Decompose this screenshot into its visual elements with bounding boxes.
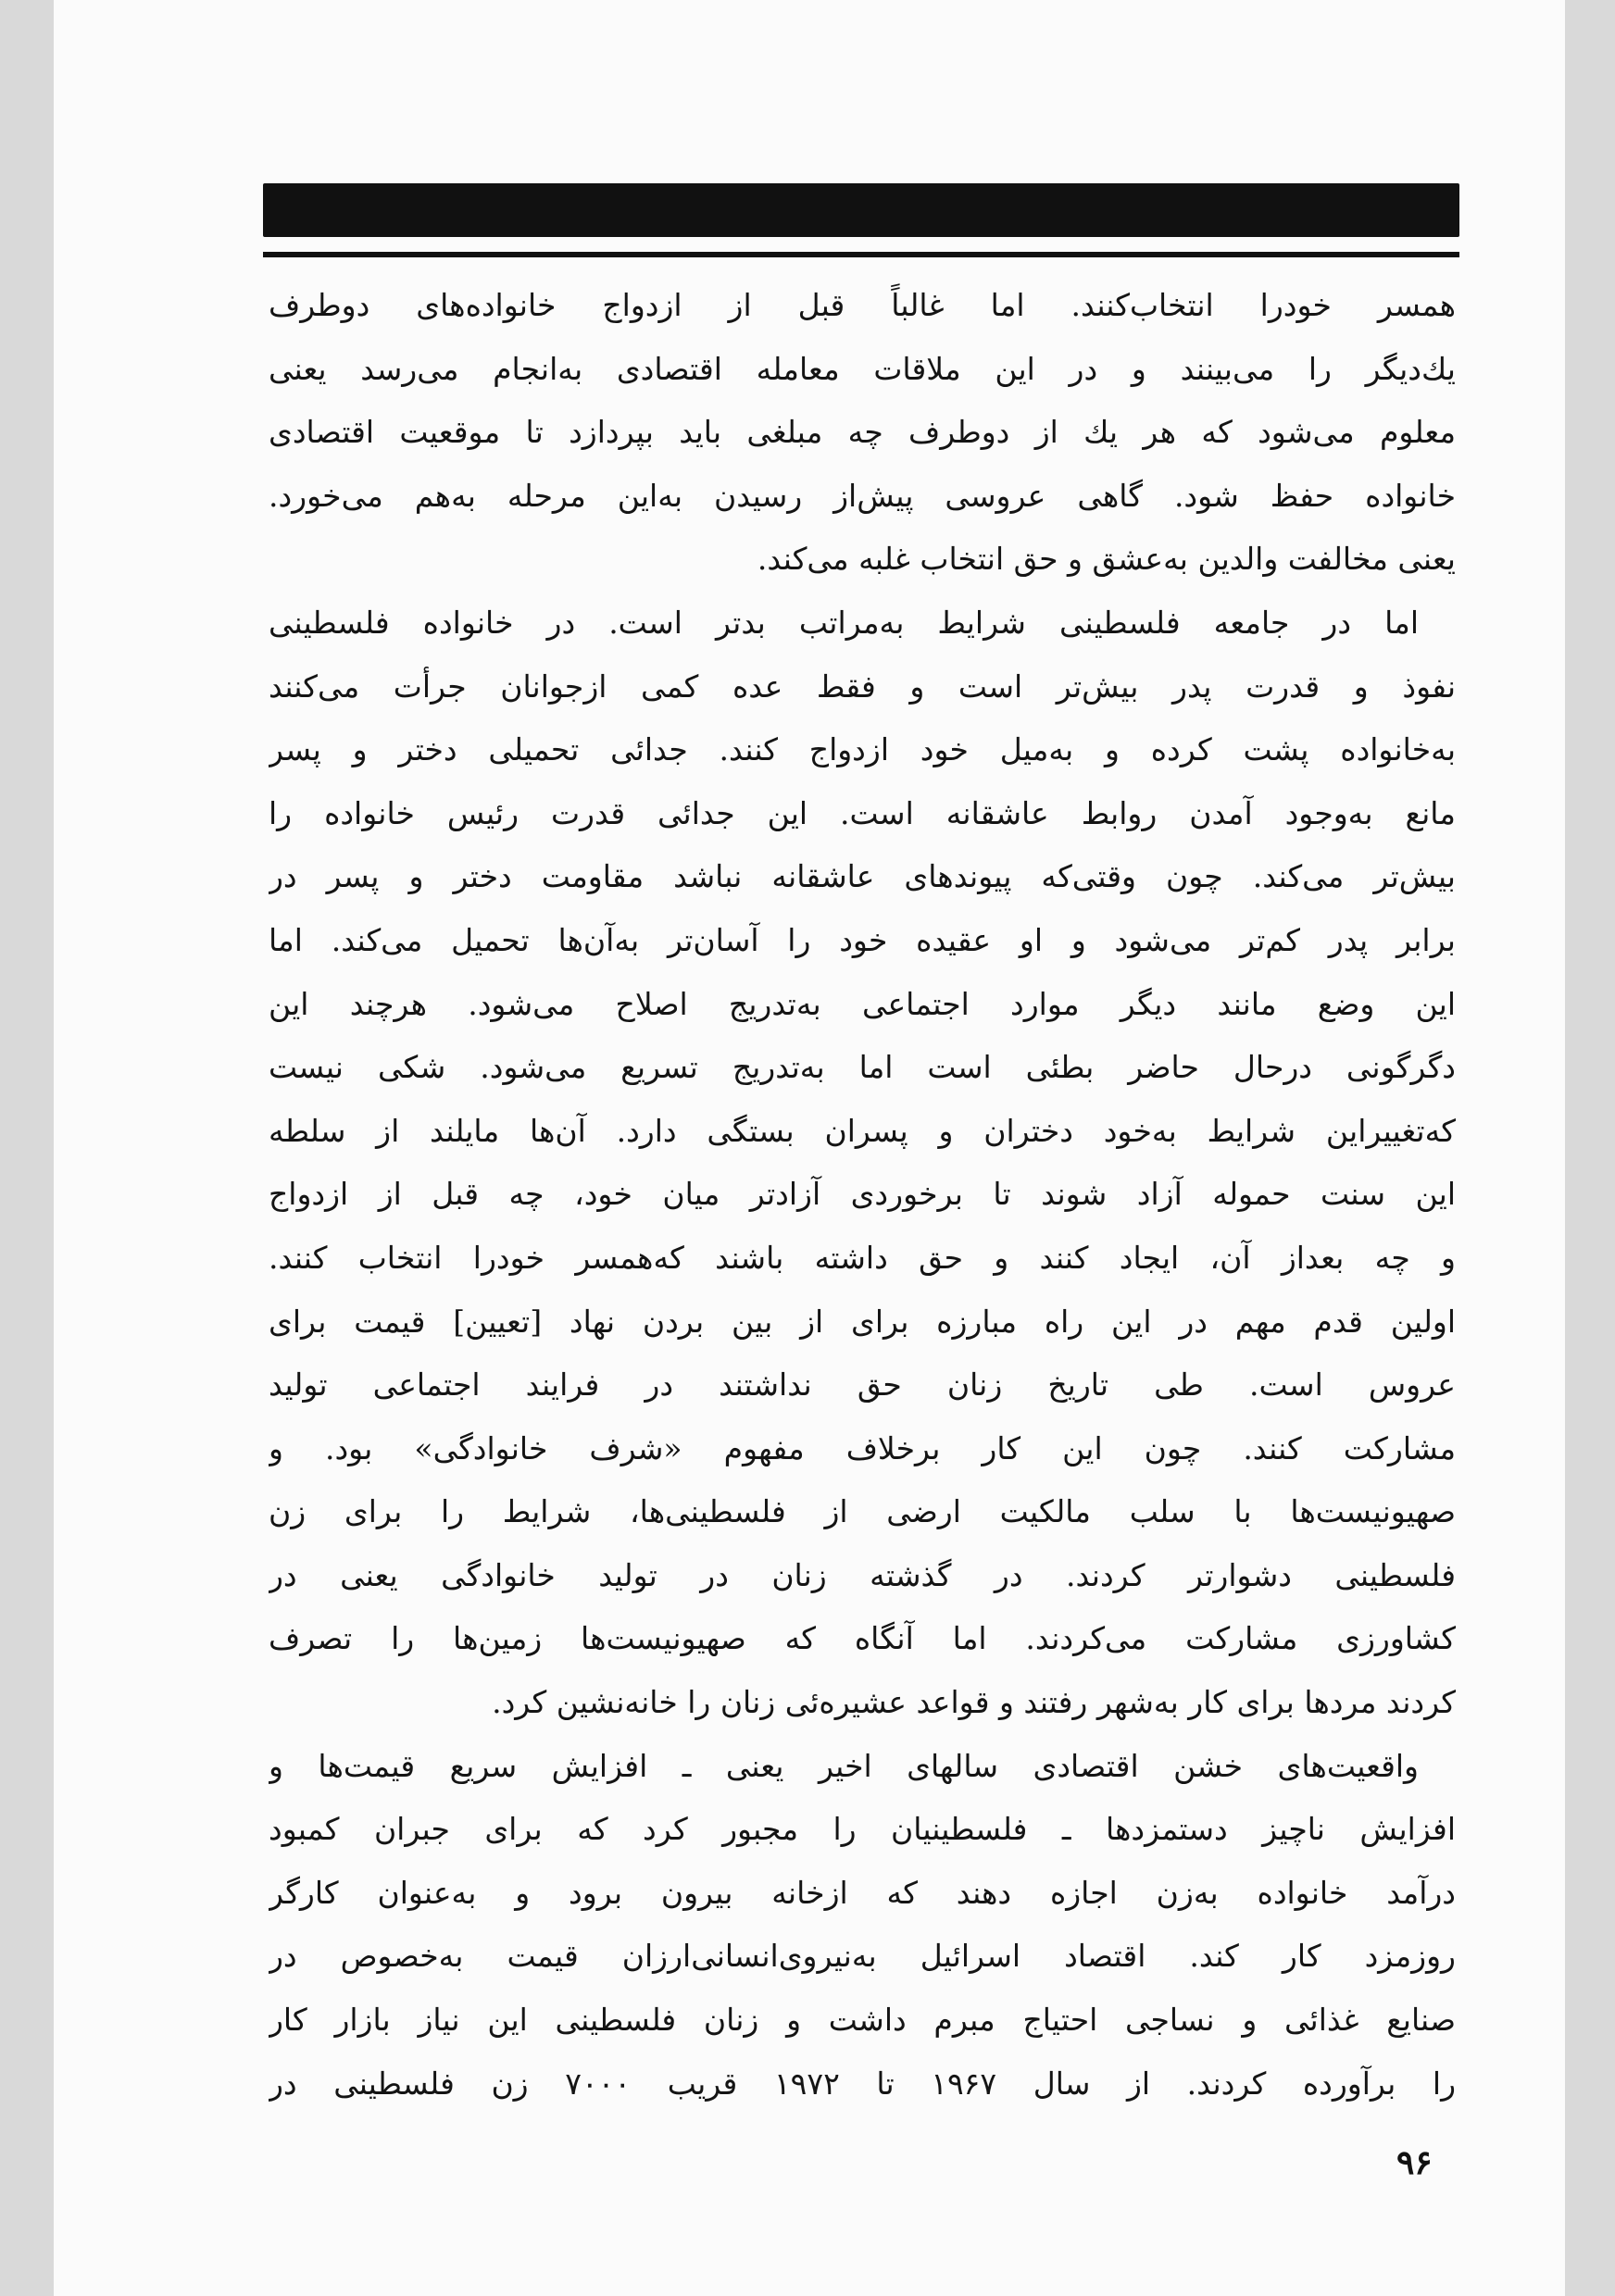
text-line: اولین قدم مهم در این راه مبارزه برای از بین بردن نهاد [تعیین] قیمت برای [269, 1303, 1456, 1340]
text-line: خانواده حفظ شود. گاهی عروسی پیش‌از رسیدن به‌این مرحله به‌هم می‌خورد. [269, 477, 1456, 514]
text-line: بیش‌تر می‌کند. چون وقتی‌که پیوندهای عاشقانه نباشد مقاومت دختر و پسر در [269, 858, 1456, 895]
text-line: مانع به‌وجود آمدن روابط عاشقانه است. این جدائی قدرت رئیس خانواده را [269, 794, 1456, 831]
text-line: کردند مردها برای کار به‌شهر رفتند و قواعد عشیره‌ئی زنان را خانه‌نشین کرد. [492, 1684, 1456, 1721]
text-line: را برآورده کردند. از سال ۱۹۶۷ تا ۱۹۷۲ قریب ۷۰۰۰ زن فلسطینی در [269, 2065, 1456, 2102]
page-number: ۹۶ [1396, 2143, 1433, 2182]
text-line: افزایش ناچیز دستمزدها ـ فلسطینیان را مجبور کرد که برای جبران کمبود [269, 1811, 1456, 1848]
text-line: واقعیت‌های خشن اقتصادی سالهای اخیر یعنی ـ افزایش سریع قیمت‌ها و [269, 1747, 1419, 1784]
text-line: این سنت حموله آزاد شوند تا برخوردی آزادتر میان خود، چه قبل از ازدواج [269, 1176, 1456, 1213]
text-line: نفوذ و قدرت پدر بیش‌تر است و فقط عده کمی ازجوانان جرأت می‌کنند [269, 668, 1456, 705]
header-bar [263, 183, 1459, 237]
text-line: یك‌دیگر را می‌بینند و در این ملاقات معامله اقتصادی به‌انجام می‌رسد یعنی [269, 350, 1456, 387]
text-line: کشاورزی مشارکت می‌کردند. اما آنگاه که صهیونیست‌ها زمین‌ها را تصرف [269, 1620, 1456, 1657]
text-line: این وضع مانند دیگر موارد اجتماعی به‌تدریج اصلاح می‌شود. هرچند این [269, 985, 1456, 1022]
text-line: دگرگونی درحال حاضر بطئی است اما به‌تدریج تسریع می‌شود. شکی نیست [269, 1049, 1456, 1086]
body-text [269, 274, 1456, 2115]
text-line: روزمزد کار کند. اقتصاد اسرائیل به‌نیروی‌انسانی‌ارزان قیمت به‌خصوص در [269, 1938, 1456, 1975]
text-line: اما در جامعه فلسطینی شرایط به‌مراتب بدتر است. در خانواده فلسطینی [269, 604, 1419, 641]
text-line: صنایع غذائی و نساجی احتیاج مبرم داشت و زنان فلسطینی این نیاز بازار کار [269, 2002, 1456, 2039]
text-line: معلوم می‌شود که هر یك از دوطرف چه مبلغی باید بپردازد تا موقعیت اقتصادی [269, 414, 1456, 451]
text-line: برابر پدر کم‌تر می‌شود و او عقیده خود را آسان‌تر به‌آن‌ها تحمیل می‌کند. اما [269, 921, 1456, 958]
text-line: مشارکت کنند. چون این کار برخلاف مفهوم «شرف خانوادگی» بود. و [269, 1429, 1456, 1466]
text-line: که‌تغییراین شرایط به‌خود دختران و پسران بستگی دارد. آن‌ها مایلند از سلطه [269, 1112, 1456, 1149]
text-line: یعنی مخالفت والدین به‌عشق و حق انتخاب غلبه می‌کند. [757, 541, 1456, 578]
text-line: و چه بعداز آن، ایجاد کنند و حق داشته باشند که‌همسر خودرا انتخاب کنند. [269, 1239, 1456, 1276]
text-line: عروس است. طی تاریخ زنان حق نداشتند در فرایند اجتماعی تولید [269, 1366, 1456, 1404]
text-line: فلسطینی دشوارتر کردند. در گذشته زنان در تولید خانوادگی یعنی در [269, 1556, 1456, 1593]
book-page [54, 0, 1565, 2296]
text-line: همسر خودرا انتخاب‌کنند. اما غالباً قبل از ازدواج خانواده‌های دوطرف [269, 287, 1456, 323]
text-line: صهیونیست‌ها با سلب مالکیت ارضی از فلسطینی‌ها، شرایط را برای زن [269, 1493, 1456, 1530]
text-line: به‌خانواده پشت کرده و به‌میل خود ازدواج کنند. جدائی تحمیلی دختر و پسر [269, 731, 1456, 768]
text-line: درآمد خانواده به‌زن اجازه دهند که ازخانه بیرون برود و به‌عنوان کارگر [269, 1874, 1456, 1911]
header-rule [263, 252, 1459, 257]
